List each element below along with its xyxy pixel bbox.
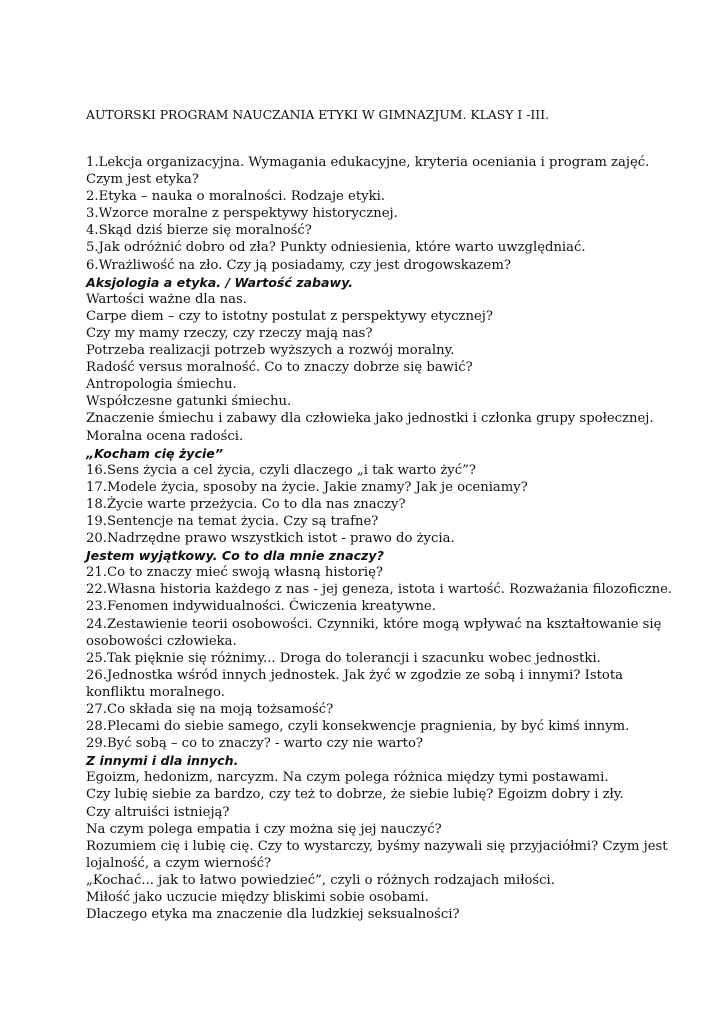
text-line: 19.Sentencje na temat życia. Czy są trafne? [86, 513, 379, 529]
text-line: 26.Jednostka wśród innych jednostek. Jak żyć w zgodzie ze sobą i innymi? Istota [86, 667, 624, 683]
text-line: 3.Wzorce moralne z perspektywy historycznej. [86, 206, 398, 222]
text-line: osobowości człowieka. [86, 633, 237, 649]
text-line: 17.Modele życia, sposoby na życie. Jakie znamy? Jak je oceniamy? [86, 479, 528, 495]
text-line: 29.Być sobą – co to znaczy? - warto czy nie warto? [86, 736, 423, 752]
section-heading: Aksjologia a etyka. / Wartość zabawy. [86, 274, 354, 290]
text-line: Czy lubię siebie za bardzo, czy też to dobrze, że siebie lubię? Egoizm dobry i zły. [86, 787, 624, 803]
text-line: Carpe diem – czy to istotny postulat z perspektywy etycznej? [86, 308, 493, 324]
text-line: 16.Sens życia a cel życia, czyli dlaczego „i tak warto żyć”? [86, 462, 476, 478]
text-line: Dlaczego etyka ma znaczenie dla ludzkiej seksualności? [86, 907, 460, 923]
text-line: 2.Etyka – nauka o moralności. Rodzaje etyki. [86, 189, 385, 205]
document-page [86, 0, 706, 1024]
text-line: Antropologia śmiechu. [86, 377, 237, 393]
text-line: Czy my mamy rzeczy, czy rzeczy mają nas? [86, 325, 373, 341]
text-line: 5.Jak odróżnić dobro od zła? Punkty odniesienia, które warto uwzględniać. [86, 240, 586, 256]
text-line: 23.Fenomen indywidualności. Ćwiczenia kreatywne. [86, 599, 436, 615]
text-line: 28.Plecami do siebie samego, czyli konsekwencje pragnienia, by być kimś innym. [86, 719, 630, 735]
text-line: 21.Co to znaczy mieć swoją własną historię? [86, 565, 384, 581]
text-line: konfliktu moralnego. [86, 684, 225, 700]
text-line: Moralna ocena radości. [86, 428, 244, 444]
text-line: „Kochać... jak to łatwo powiedzieć”, czyli o różnych rodzajach miłości. [86, 872, 555, 888]
text-line: 27.Co składa się na moją tożsamość? [86, 702, 334, 717]
text-line: Rozumiem cię i lubię cię. Czy to wystarczy, byśmy nazywali się przyjaciółmi? Czym jest [86, 838, 668, 854]
text-line: 6.Wrażliwość na zło. Czy ją posiadamy, czy jest drogowskazem? [86, 257, 511, 273]
text-line: Na czym polega empatia i czy można się jej nauczyć? [86, 821, 442, 837]
text-line: 1.Lekcja organizacyjna. Wymagania edukacyjne, kryteria oceniania i program zajęć. [86, 155, 650, 170]
text-line: Egoizm, hedonizm, narcyzm. Na czym polega różnica między tymi postawami. [86, 770, 609, 786]
text-line: Współczesne gatunki śmiechu. [86, 394, 292, 410]
text-line: 4.Skąd dziś bierze się moralność? [86, 223, 312, 239]
document-title: AUTORSKI PROGRAM NAUCZANIA ETYKI W GIMNAZJUM. KLASY I -III. [86, 107, 550, 122]
text-line: Radość versus moralność. Co to znaczy dobrze się bawić? [86, 360, 473, 376]
section-heading: „Kocham cię życie” [86, 445, 223, 461]
text-line: lojalność, a czym wierność? [86, 855, 272, 871]
text-line: Wartości ważne dla nas. [86, 291, 247, 307]
section-heading: Jestem wyjątkowy. Co to dla mnie znaczy? [86, 548, 384, 564]
document-body [86, 154, 686, 923]
text-line: Znaczenie śmiechu i zabawy dla człowieka jako jednostki i członka grupy społecznej. [86, 411, 654, 427]
text-line: Czym jest etyka? [86, 172, 199, 188]
text-line: Miłość jako uczucie między bliskimi sobie osobami. [86, 890, 429, 906]
text-line: Potrzeba realizacji potrzeb wyższych a rozwój moralny. [86, 343, 455, 359]
text-line: 18.Życie warte przeżycia. Co to dla nas znaczy? [86, 496, 406, 512]
text-line: 22.Własna historia każdego z nas - jej geneza, istota i wartość. Rozważania filozoficzne. [86, 582, 673, 598]
text-line: 25.Tak pięknie się różnimy... Droga do tolerancji i szacunku wobec jednostki. [86, 650, 601, 666]
section-heading: Z innymi i dla innych. [86, 753, 239, 769]
text-line: 20.Nadrzędne prawo wszystkich istot - prawo do życia. [86, 531, 455, 547]
text-line: Czy altruiści istnieją? [86, 804, 230, 820]
text-line: 24.Zestawienie teorii osobowości. Czynniki, które mogą wpływać na kształtowanie się [86, 616, 662, 632]
